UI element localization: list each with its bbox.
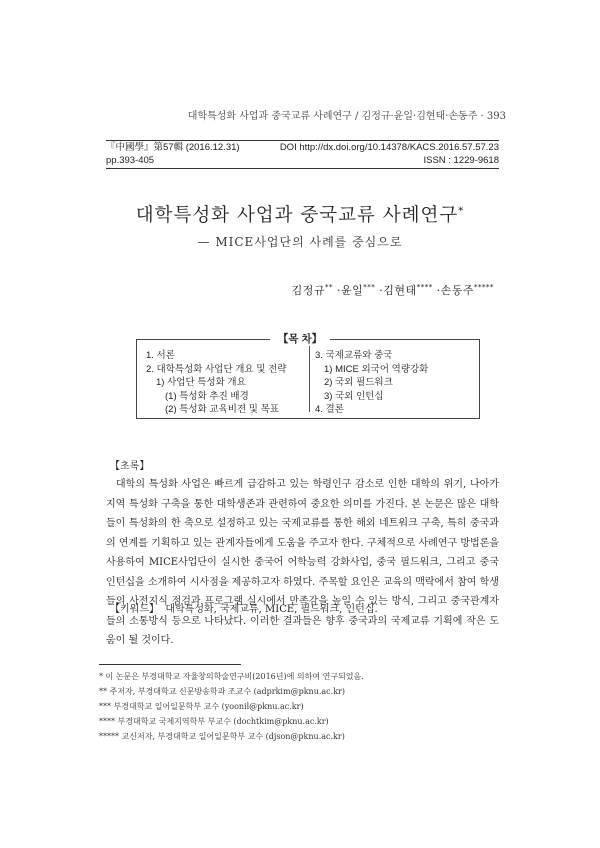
author-2-mark: *** [363, 283, 376, 292]
author-1-mark: ** [325, 283, 333, 292]
author-1: 김정규 [291, 284, 325, 297]
toc-item[interactable]: 3. 국제교류와 중국 [315, 350, 393, 361]
toc-item[interactable]: 3) 국외 인턴십 [324, 390, 384, 402]
journal-citation: 『中國學』第57輯 (2016.12.31) [106, 142, 240, 153]
footnote: **** 부경대학교 국제지역학부 부교수 (dochtkim@pknu.ac.kr) [99, 717, 329, 726]
title-footnote-mark: * [458, 205, 465, 217]
toc-item[interactable]: 2. 대학특성화 사업단 개요 및 전략 [146, 363, 287, 375]
paper-title [0, 201, 600, 227]
abstract-text: 대학의 특성화 사업은 빠르게 급감하고 있는 학령인구 감소로 인한 대학의 위기, 나아가 지역 특성화 구축을 통한 대학생존과 관련하여 중요한 의미를 가진다. 본 논문은 많은 대학들이 특성화의 한 축으로 설정하고 있는 국제교류를 통한 해외 네트워크 구축, 특히 중국과의 연계를 기획하고 있는 관계자들에게 도움을 주고자 한다. 구체적으로 사례연구 방법론을 사용하여 MICE사업단이 실시한 중국어 어학능력 강화사업, 중국 필드워크, 그리고 중국 인턴십을 소개하여 시사점을 제공하고자 하였다. 주목할 요인은 교육의 맥락에서 참여 학생들의 사전지식 점검과 프로그램 실시에서 만족감을 높일 수 있는 방식, 그리고 중국관계자들의 소통방식 등으로 나타났다. 이러한 결과들은 향후 중국과의 국제교류 기획에 작은 도움이 될 것이다. [106, 479, 499, 646]
toc-item[interactable]: 1. 서론 [146, 350, 175, 361]
keywords-text: 대학특성화, 국제교류, MICE, 필드워크, 인턴십. [165, 604, 378, 615]
author-list [292, 282, 494, 298]
info-bottom-rule [106, 168, 499, 169]
author-4: ·손동주 [436, 284, 474, 297]
paper-subtitle: — MICE사업단의 사례를 중심으로 [197, 235, 403, 249]
author-3: ·김현태 [379, 284, 417, 297]
footnote: ** 주저자, 부경대학교 신문방송학과 조교수 (adprkim@pknu.ac.kr) [99, 687, 345, 696]
toc-item[interactable]: 4. 결론 [315, 404, 344, 415]
footnote-rule [99, 664, 241, 665]
toc-left-column [146, 349, 286, 417]
toc-item[interactable]: (2) 특성화 교육비젼 및 목표 [165, 404, 279, 415]
toc-divider [309, 346, 310, 412]
footnote: ***** 교신저자, 부경대학교 일어일문학부 교수 (djson@pknu.ac.kr) [99, 732, 345, 741]
toc-item[interactable]: 1) MICE 외국어 역량강화 [324, 363, 429, 375]
running-head: 대학특성화 사업과 중국교류 사례연구 / 김정규·윤일·김현태·손동주 · 393 [187, 111, 506, 122]
keywords-label: 【키워드】 [110, 604, 159, 615]
footnotes [99, 669, 364, 744]
paper-title-text: 대학특성화 사업과 중국교류 사례연구 [135, 205, 459, 226]
toc-right-column [315, 349, 428, 417]
page-range: pp.393-405 [106, 155, 155, 166]
toc-item[interactable]: 1) 사업단 특성화 개요 [156, 377, 246, 388]
toc-heading-text: 【목 차】 [270, 333, 330, 345]
toc-item[interactable]: (1) 특성화 추진 배경 [165, 390, 249, 402]
keywords-line [110, 600, 378, 615]
journal-info [106, 141, 499, 167]
author-3-mark: **** [416, 283, 433, 292]
toc-item[interactable]: 2) 국외 필드워크 [324, 377, 393, 388]
author-4-mark: ***** [474, 283, 494, 292]
doi-link[interactable]: DOI http://dx.doi.org/10.14378/KACS.2016.57.57.23 [279, 142, 499, 153]
abstract-label: 【초록】 [110, 461, 150, 472]
toc-heading [0, 329, 600, 347]
table-of-contents [136, 339, 480, 419]
footnote: *** 부경대학교 일어일문학부 교수 (yoonil@pknu.ac.kr) [99, 702, 304, 711]
author-2: ·윤일 [337, 284, 364, 297]
footnote: * 이 논문은 부경대학교 자율창의학술연구비(2016년)에 의하여 연구되었음. [99, 672, 364, 681]
issn: ISSN : 1229-9618 [423, 155, 499, 166]
